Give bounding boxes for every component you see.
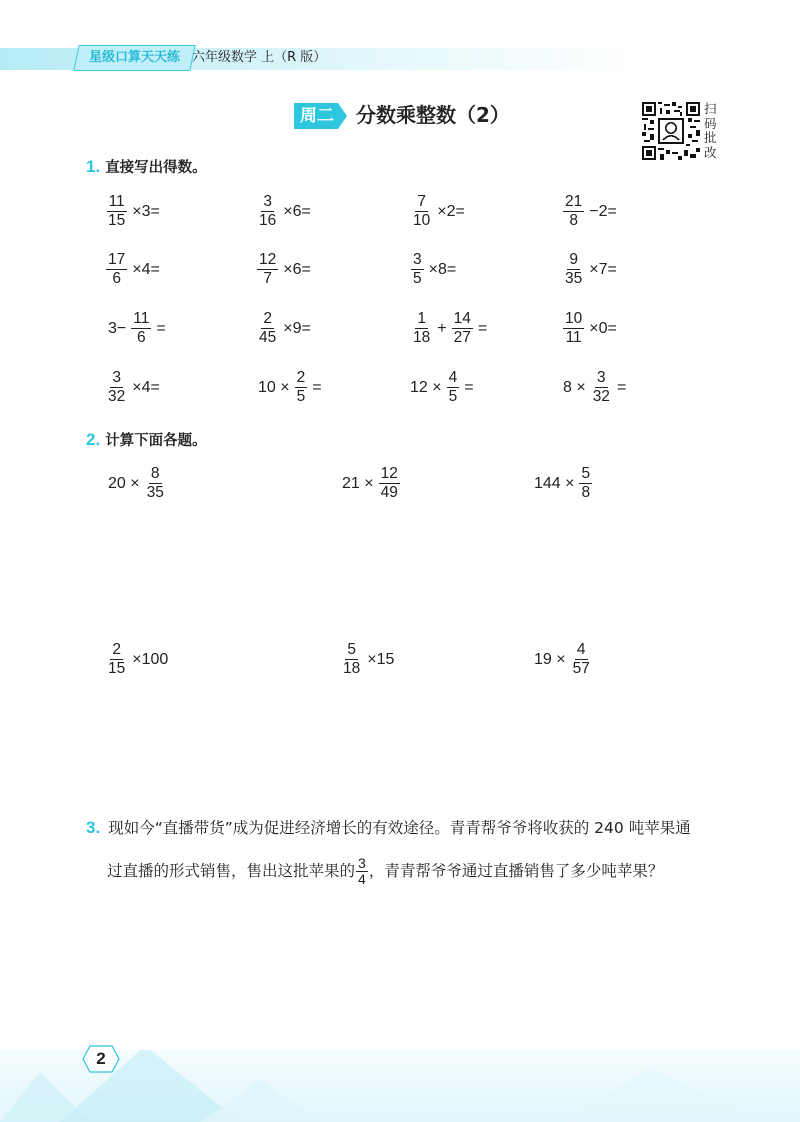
denominator: 7 xyxy=(263,270,272,287)
denominator: 18 xyxy=(413,329,431,346)
numerator: 3 xyxy=(112,369,121,386)
numerator: 2 xyxy=(296,369,306,386)
calc4-expr xyxy=(103,642,170,677)
numerator: 21 xyxy=(565,193,583,210)
calc5-expr xyxy=(338,642,396,677)
denominator: 27 xyxy=(453,329,471,346)
numerator: 1 xyxy=(417,310,426,327)
problem3-line1 xyxy=(86,817,691,839)
fraction xyxy=(563,194,584,229)
operator: −2= xyxy=(589,202,617,220)
operator: ×3= xyxy=(132,202,160,220)
section2-number: 2. xyxy=(86,430,101,449)
q2-expr xyxy=(254,194,313,229)
fraction xyxy=(411,194,432,229)
operator: ×6= xyxy=(283,260,311,278)
q12-expr xyxy=(560,311,619,346)
denominator: 5 xyxy=(413,270,422,287)
operator: ×4= xyxy=(132,378,160,396)
denominator: 4 xyxy=(358,871,366,887)
qr-char: 改 xyxy=(704,144,717,160)
numerator: 3 xyxy=(263,193,272,210)
numerator: 5 xyxy=(581,465,591,482)
operator: + xyxy=(437,319,447,337)
denominator: 35 xyxy=(146,484,164,501)
fraction xyxy=(257,311,278,346)
q9-expr xyxy=(106,311,168,346)
section3-number: 3. xyxy=(86,818,101,837)
problem3-line2 xyxy=(107,856,663,887)
operator: ×8= xyxy=(428,260,457,278)
numerator: 3 xyxy=(413,251,422,268)
q8-expr xyxy=(560,252,619,287)
brand-tag xyxy=(73,45,196,71)
problem3-text: ，青青帮爷爷通过直播销售了多少吨苹果？ xyxy=(368,862,664,880)
fraction xyxy=(106,370,127,405)
denominator: 35 xyxy=(565,270,583,287)
fraction xyxy=(106,252,127,287)
operand: 3− xyxy=(108,319,127,337)
operator: ×0= xyxy=(589,319,617,337)
operand: 144 × xyxy=(534,474,575,492)
q10-expr xyxy=(254,311,313,346)
operator: ×15 xyxy=(367,650,395,668)
numerator: 5 xyxy=(347,641,356,658)
q7-expr xyxy=(408,252,458,287)
section1-header xyxy=(86,157,207,178)
fraction xyxy=(452,311,473,346)
operator: ×100 xyxy=(132,650,169,668)
numerator: 11 xyxy=(133,310,150,327)
fraction xyxy=(341,642,362,677)
operand: 12 × xyxy=(410,378,442,396)
book-title: 六年级数学 上（R 版） xyxy=(192,50,327,65)
operand: 10 × xyxy=(258,378,290,396)
numerator: 8 xyxy=(150,465,160,482)
fraction xyxy=(106,642,127,677)
q3-expr xyxy=(408,194,467,229)
numerator: 4 xyxy=(448,369,458,386)
operator: ×2= xyxy=(437,202,465,220)
qr-char: 码 xyxy=(704,115,717,131)
q5-expr xyxy=(103,252,162,287)
fraction xyxy=(257,194,278,229)
q4-expr xyxy=(560,194,619,229)
day-tag xyxy=(294,103,346,129)
denominator: 32 xyxy=(592,388,610,405)
denominator: 18 xyxy=(343,660,361,677)
numerator: 14 xyxy=(453,310,471,327)
section1-number: 1. xyxy=(86,157,101,176)
qr-scan-label xyxy=(704,102,718,160)
q15-expr xyxy=(408,370,476,405)
fraction xyxy=(579,466,592,501)
qr-char: 批 xyxy=(704,130,717,145)
q6-expr xyxy=(254,252,313,287)
calc3-expr xyxy=(532,466,595,501)
operand: 20 × xyxy=(108,474,140,492)
denominator: 32 xyxy=(108,388,126,405)
denominator: 57 xyxy=(572,660,590,677)
calc2-expr xyxy=(340,466,403,501)
fraction xyxy=(563,252,584,287)
page-number-badge xyxy=(82,1045,120,1073)
denominator: 49 xyxy=(380,484,398,501)
fraction xyxy=(356,856,368,887)
fraction xyxy=(447,370,460,405)
denominator: 45 xyxy=(259,329,277,346)
problem3-text: 现如今“直播带货”成为促进经济增长的有效途径。青青帮爷爷将收获的 240 吨苹果通 xyxy=(108,819,691,837)
operator: ×7= xyxy=(589,260,617,278)
fraction xyxy=(563,311,584,346)
fraction xyxy=(295,370,308,405)
denominator: 6 xyxy=(136,329,146,346)
brand-text: 星级口算天天练 xyxy=(89,50,181,65)
calc1-expr xyxy=(106,466,169,501)
numerator: 9 xyxy=(569,251,578,268)
qr-code-icon[interactable] xyxy=(642,102,700,160)
section2-header xyxy=(86,430,207,451)
equals: = xyxy=(464,378,474,396)
page-number: 2 xyxy=(96,1049,106,1068)
denominator: 5 xyxy=(448,388,458,405)
fraction xyxy=(131,311,151,346)
q14-expr xyxy=(256,370,324,405)
denominator: 6 xyxy=(112,270,121,287)
numerator: 11 xyxy=(108,193,125,210)
denominator: 8 xyxy=(569,212,578,229)
operand: 19 × xyxy=(534,650,566,668)
day-label: 周二 xyxy=(300,106,334,126)
numerator: 12 xyxy=(259,251,277,268)
numerator: 3 xyxy=(358,855,366,871)
denominator: 15 xyxy=(108,660,126,677)
equals: = xyxy=(477,319,488,337)
operator: ×6= xyxy=(283,202,311,220)
denominator: 16 xyxy=(259,212,277,229)
q16-expr xyxy=(561,370,628,405)
section1-title: 直接写出得数。 xyxy=(105,160,207,176)
denominator: 8 xyxy=(581,484,591,501)
denominator: 15 xyxy=(108,212,126,229)
fraction xyxy=(411,311,432,346)
equals: = xyxy=(156,319,166,337)
lesson-title: 分数乘整数（2） xyxy=(356,103,510,127)
denominator: 5 xyxy=(296,388,306,405)
numerator: 7 xyxy=(417,193,426,210)
operand: 21 × xyxy=(342,474,374,492)
numerator: 4 xyxy=(576,641,586,658)
fraction xyxy=(106,194,127,229)
calc6-expr xyxy=(532,642,595,677)
footer-decoration xyxy=(0,1050,800,1122)
denominator: 11 xyxy=(565,329,582,346)
numerator: 2 xyxy=(112,641,121,658)
numerator: 17 xyxy=(108,251,126,268)
q11-expr xyxy=(408,311,489,346)
numerator: 2 xyxy=(263,310,272,327)
top-banner xyxy=(0,45,800,71)
numerator: 10 xyxy=(565,310,583,327)
equals: = xyxy=(312,378,322,396)
problem3-text: 过直播的形式销售，售出这批苹果的 xyxy=(107,862,356,880)
numerator: 12 xyxy=(380,465,398,482)
page-footer xyxy=(0,1050,800,1122)
fraction xyxy=(411,252,424,287)
q13-expr xyxy=(103,370,162,405)
operator: ×9= xyxy=(283,319,311,337)
q1-expr xyxy=(103,194,162,229)
operand: 8 × xyxy=(563,378,586,396)
fraction xyxy=(571,642,592,677)
operator: ×4= xyxy=(132,260,160,278)
equals: = xyxy=(616,378,627,396)
fraction xyxy=(257,252,278,287)
numerator: 3 xyxy=(597,369,606,386)
denominator: 10 xyxy=(413,212,431,229)
fraction xyxy=(145,466,166,501)
fraction xyxy=(379,466,400,501)
section2-title: 计算下面各题。 xyxy=(105,433,207,449)
qr-char: 扫 xyxy=(704,101,717,116)
fraction xyxy=(591,370,612,405)
